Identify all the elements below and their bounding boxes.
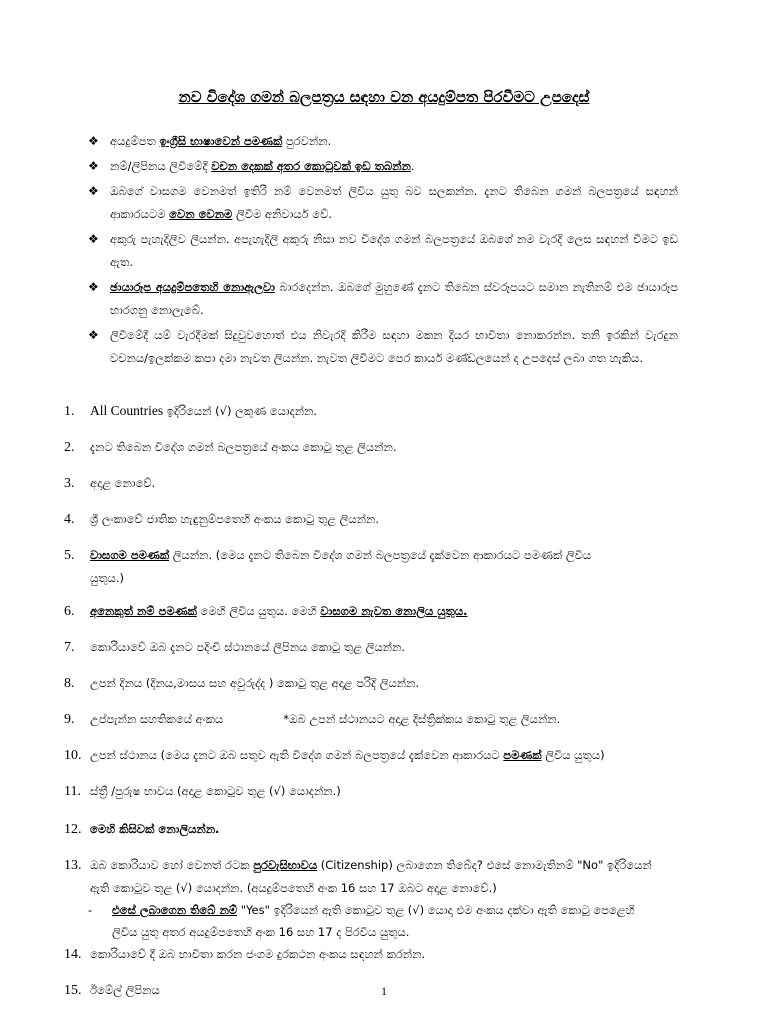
item-text: ලිවිය යුතු අතර අයදුම්පතෙහි අංක 16 සහ 17 ද පිරවිය යුතුය. xyxy=(112,925,410,939)
instruction-bullets xyxy=(88,130,678,372)
item-text: All Countries xyxy=(90,403,164,418)
list-item xyxy=(64,708,684,744)
bullet-text: අයදුම්පත xyxy=(110,134,160,148)
diamond-bullet-icon: ❖ xyxy=(88,159,99,173)
bullet-emphasis: වචන දෙකක් අතර කොටුවක් ඉඩ තබන්න xyxy=(211,159,411,173)
item-emphasis: පුරවැසිභාවය xyxy=(253,858,318,872)
item-number: 12. xyxy=(64,822,82,837)
bullet-text: . xyxy=(410,159,415,173)
list-item xyxy=(64,600,684,636)
bullet-text: ලිවීමේදී යම් වැරදීමක් සිදුවුවහොත් එය නිවැරදි කිරීම සඳහා මකන දියර භාවිතා නොකරන්න. තනි ඉරකින් වැරදුන වචනය/ඉලක්කම කපා දමා නැවත ලියන්න. නැවත ලිවීමට පෙර කාර්ය මණ්ඩලයෙන් ද උපදෙස් ලබා ගත හැකිය. xyxy=(110,328,678,365)
item-number: 11. xyxy=(64,784,81,799)
bullet-item xyxy=(88,324,678,370)
sub-list-item xyxy=(64,899,684,943)
item-text: උප්පැන්න සහතිකයේ අංකය xyxy=(90,712,224,726)
bullet-text: ඔබගේ වාසගම වෙනමත් ඉතිරි නම් වෙනමත් ලිවිය යුතු බව සලකන්න. දැනට තිබෙන ගමන් බලපත්‍රයේ සඳහන් ආකාරයටම xyxy=(110,184,678,221)
item-text: ලිවිය යුතුය) xyxy=(541,748,605,762)
bullet-text: ලිවීම අනිවාර්ය වේ. xyxy=(232,207,333,221)
item-text: දැනට තිබෙන විදේශ ගමන් බලපත්‍රයේ අංකය කොටු තුළ ලියන්න. xyxy=(90,440,397,454)
item-number: 13. xyxy=(64,858,82,873)
item-number: 15. xyxy=(64,983,82,998)
diamond-bullet-icon: ❖ xyxy=(88,232,99,246)
item-text: ඇති කොටුව තුළ (√) යොදන්න. (අයදුම්පතෙහි අංක 16 සහ 17 ඔබට අදාළ නොවේ.) xyxy=(90,881,497,895)
item-text: ලියන්න. (මෙය දැනට තිබෙන විදේශ ගමන් බලපත්‍රයේ දැක්වෙන ආකාරයට පමණක් ලිවිය xyxy=(169,548,592,562)
item-emphasis: පමණක් xyxy=(503,748,542,762)
bullet-text: පුරවන්න. xyxy=(282,134,332,148)
item-text: ශ්‍රී ලංකාවේ ජාතික හැඳුනුම්පතෙහි අංකය කොටු තුළ ලියන්න. xyxy=(90,512,380,526)
item-text: ඉදිරියෙන් (√) ලකුණ යොදන්න. xyxy=(163,404,318,418)
list-item xyxy=(64,818,684,854)
item-text: කොරියාවේ ඔබ දැනට පදිංචි ස්ථානයේ ලිපිනය කොටු තුළ ලියන්න. xyxy=(90,640,405,654)
item-text: (Citizenship) ලබාගෙන තිබේද? එසේ නොමැතිනම් "No" ඉදිරියෙන් xyxy=(317,858,652,872)
item-text: කොරියාවේ දී ඔබ භාවිතා කරන ජංගම දුරකථන අංකය සඳහන් කරන්න. xyxy=(90,947,426,961)
item-number: 5. xyxy=(64,548,75,563)
item-number: 8. xyxy=(64,676,75,691)
list-item xyxy=(64,436,684,472)
item-text: උපන් ස්ථානය (මෙය දැනට ඔබ සතුව ඇති විදේශ ගමන් බලපත්‍රයේ දැක්වෙන ආකාරයට xyxy=(90,748,504,762)
list-item xyxy=(64,636,684,672)
dash-bullet: - xyxy=(88,903,93,917)
item-number: 10. xyxy=(64,748,82,763)
list-item xyxy=(64,943,684,979)
bullet-emphasis: ඉංග්‍රීසි භාෂාවෙන් පමණක් xyxy=(159,134,283,148)
item-number: 9. xyxy=(64,712,75,727)
item-text: *ඔබ උපන් ස්ථානයට අදාළ දිස්ත්‍රික්කය කොටු තුළ ලියන්න. xyxy=(283,712,561,726)
diamond-bullet-icon: ❖ xyxy=(88,328,99,342)
bullet-item xyxy=(88,130,678,153)
item-number: 7. xyxy=(64,640,75,655)
item-emphasis: වාසගම නැවත නොලිය යුතුය. xyxy=(320,604,468,618)
bullet-item xyxy=(88,276,678,322)
item-number: 3. xyxy=(64,476,75,491)
item-number: 1. xyxy=(64,404,75,419)
item-number: 4. xyxy=(64,512,75,527)
bullet-item xyxy=(88,228,678,274)
diamond-bullet-icon: ❖ xyxy=(88,134,99,148)
item-text: "Yes" ඉදිරියෙන් ඇති කොටුව තුළ (√) යොදා එම අංකය දක්වා ඇති කොටු පෙළෙහි xyxy=(237,903,635,917)
bullet-text: බාරදෙන්න. ඔබගේ මුහුණේ දැනට තිබෙන ස්වරූපයට සමාන නැතිනම් එම ඡායාරූප භාරගනු නොලැබේ. xyxy=(110,280,678,317)
page-title: නව විදේශ ගමන් බලපත්‍රය සඳහා වන අයදුම්පත පිරවීමට උපදෙස් xyxy=(178,88,590,106)
item-emphasis: එසේ ලබාගෙන තිබේ නම් xyxy=(112,903,238,917)
item-number: 2. xyxy=(64,440,75,455)
bullet-item xyxy=(88,180,678,226)
bullet-text: නම්/ලිපිනය ලිවීමේදී xyxy=(110,159,212,173)
diamond-bullet-icon: ❖ xyxy=(88,184,99,198)
item-text: අදාළ නොවේ. xyxy=(90,476,156,490)
list-item xyxy=(64,508,684,544)
page-number: 1 xyxy=(381,984,387,998)
list-item xyxy=(64,400,684,436)
diamond-bullet-icon: ❖ xyxy=(88,280,99,294)
item-text: ඊමේල් ලිපිනය xyxy=(90,983,160,997)
list-item xyxy=(64,544,684,600)
item-emphasis: අනෙකුත් නම් පමණක් xyxy=(90,604,197,618)
list-item xyxy=(64,472,684,508)
item-text: මෙහි ලිවිය යුතුය. මෙහි xyxy=(196,604,321,618)
bullet-emphasis: ඡායාරූප අයදුම්පතෙහි නොඇලවා xyxy=(110,280,275,294)
list-item xyxy=(64,780,684,818)
item-emphasis: වාසගම පමණක් xyxy=(90,548,170,562)
item-text: ස්ත්‍රී /පුරුෂ භාවය (අදාළ කොටුව තුළ (√) යොදන්න.) xyxy=(90,784,341,798)
bullet-emphasis: වෙන වෙනම xyxy=(169,207,233,221)
list-item xyxy=(64,744,684,780)
item-number: 6. xyxy=(64,604,75,619)
item-text: උපන් දිනය (දිනය,මාසය සහ අවුරුද්ද ) කොටු තුළ අදාළ පරිදි ලියන්න. xyxy=(90,676,420,690)
item-text: මෙහි කිසිවක් නොලියන්න. xyxy=(90,822,220,836)
bullet-item xyxy=(88,155,678,178)
item-text: යුතුය.) xyxy=(90,571,125,585)
numbered-instructions xyxy=(64,400,684,1007)
item-text: ඔබ කොරියාව හෝ වෙනත් රටක xyxy=(90,858,254,872)
bullet-text: අකුරු පැහැදිලිව ලියන්න. අපැහැදිලි අකුරු නිසා නව විදේශ ගමන් බලපත්‍රයේ ඔබගේ නම වැරදි ලෙස සඳහන් වීමට ඉඩ ඇත. xyxy=(110,232,678,269)
item-number: 14. xyxy=(64,947,82,962)
list-item xyxy=(64,854,684,899)
list-item xyxy=(64,672,684,708)
